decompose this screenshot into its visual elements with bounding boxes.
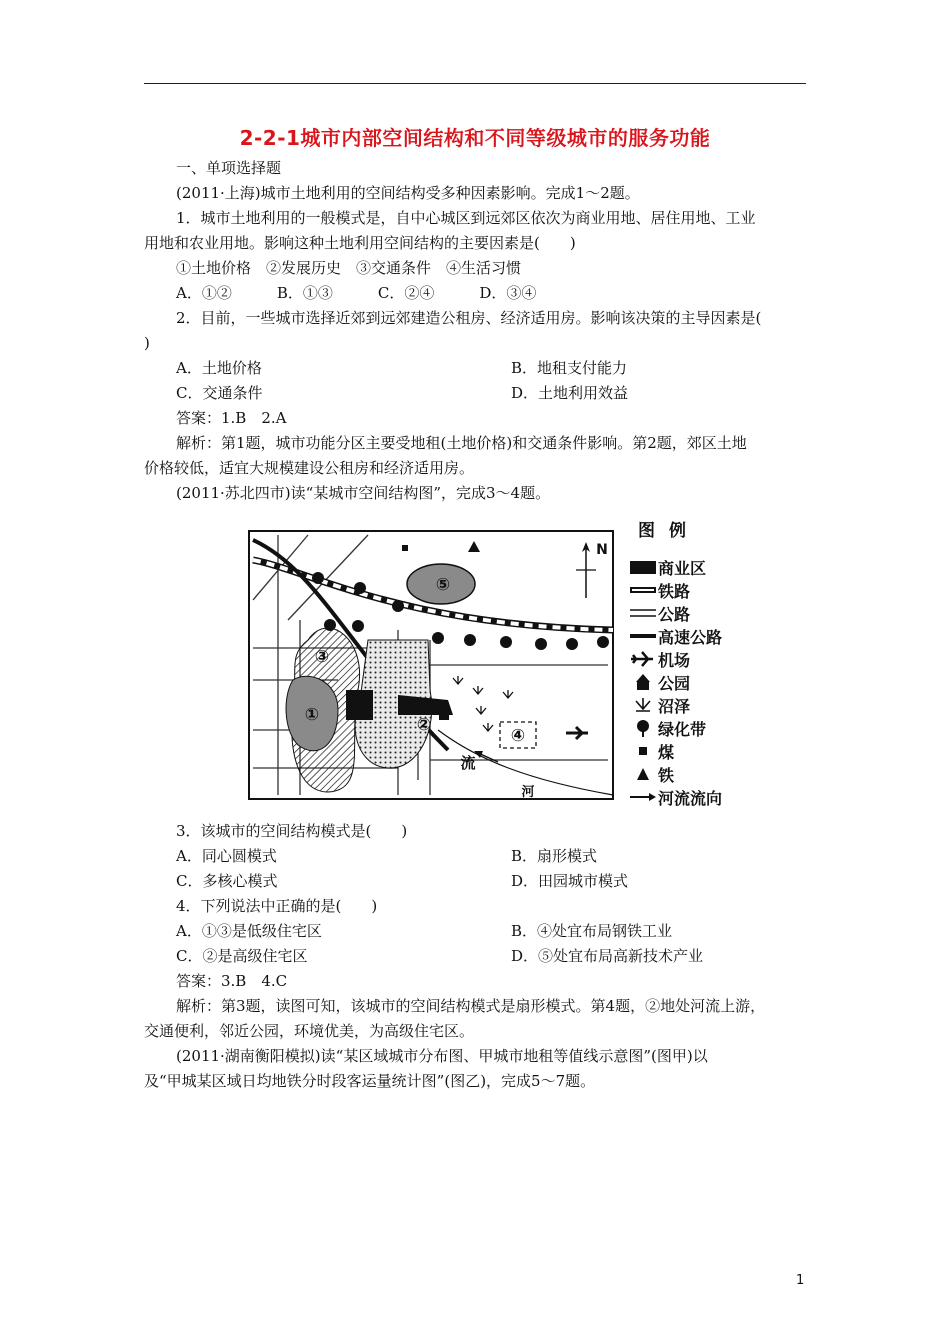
map-label-zone-3: ③ — [314, 647, 330, 667]
commercial-swatch-icon — [628, 557, 658, 577]
legend-highway — [628, 625, 722, 647]
legend-label: 公园 — [658, 673, 691, 693]
legend-label: 商业区 — [658, 558, 707, 578]
question-3-option-d: D．田园城市模式 — [511, 872, 629, 890]
arrow-icon — [628, 787, 658, 807]
railway-icon — [628, 580, 658, 600]
legend-label: 沼泽 — [658, 696, 691, 716]
legend-river-flow — [628, 786, 722, 808]
legend-label: 高速公路 — [658, 627, 723, 647]
question-1-line2: 用地和农业用地。影响这种土地利用空间结构的主要因素是( ) — [144, 234, 576, 252]
legend-park — [628, 671, 690, 693]
map-label-zone-4: ④ — [510, 726, 526, 746]
marsh-icon — [628, 695, 658, 715]
header-rule — [144, 83, 806, 84]
legend-label: 铁 — [658, 765, 675, 785]
explanation-1-2-line2: 价格较低，适宜大规模建设公租房和经济适用房。 — [144, 459, 475, 477]
intro-3-4: (2011·苏北四市)读“某城市空间结构图”，完成3～4题。 — [176, 484, 551, 502]
question-2-option-c: C．交通条件 — [176, 384, 263, 402]
map-label-zone-2: ② — [416, 715, 432, 735]
question-4-option-a: A．①③是低级住宅区 — [176, 922, 322, 940]
answer-3-4: 答案：3.B 4.C — [176, 972, 288, 990]
intro-1-2: (2011·上海)城市土地利用的空间结构受多种因素影响。完成1～2题。 — [176, 184, 640, 202]
map-label-river-2: 河 — [521, 785, 535, 800]
explanation-1-2-line1: 解析：第1题，城市功能分区主要受地租(土地价格)和交通条件影响。第2题，郊区土地 — [176, 434, 747, 452]
legend-title: 图例 — [638, 521, 700, 541]
highway-icon — [628, 626, 658, 646]
legend-marsh — [628, 694, 690, 716]
legend-label: 公路 — [658, 604, 691, 624]
question-2-line1: 2．目前，一些城市选择近郊到远郊建造公租房、经济适用房。影响该决策的主导因素是( — [176, 309, 762, 327]
map-label-zone-1: ① — [304, 705, 320, 725]
question-3-option-c: C．多核心模式 — [176, 872, 278, 890]
iron-icon — [628, 764, 658, 784]
legend-label: 河流流向 — [658, 788, 723, 808]
question-1-factors: ①土地价格 ②发展历史 ③交通条件 ④生活习惯 — [176, 259, 522, 277]
airplane-icon — [628, 649, 658, 669]
map-label-north: N — [596, 542, 608, 558]
map-legend — [628, 516, 758, 806]
question-4: 4．下列说法中正确的是( ) — [176, 897, 378, 915]
legend-label: 铁路 — [658, 581, 691, 601]
section-heading: 一、单项选择题 — [176, 159, 282, 177]
intro-5-7-line2: 及“甲城某区域日均地铁分时段客运量统计图”(图乙)，完成5～7题。 — [144, 1072, 596, 1090]
page-number: 1 — [796, 1273, 805, 1288]
map-label-river-1: 流 — [460, 754, 476, 772]
map-label-zone-5: ⑤ — [435, 575, 451, 595]
legend-label: 煤 — [658, 742, 675, 762]
legend-railway — [628, 579, 690, 601]
legend-label: 绿化带 — [658, 719, 707, 739]
page-title: 2-2-1城市内部空间结构和不同等级城市的服务功能 — [239, 126, 711, 150]
question-1-options: A．①② B．①③ C．②④ D．③④ — [176, 284, 537, 302]
question-1-line1: 1．城市土地利用的一般模式是，自中心城区到远郊区依次为商业用地、居住用地、工业 — [176, 209, 756, 227]
legend-road — [628, 602, 690, 624]
question-4-option-d: D．⑤处宜布局高新技术产业 — [511, 947, 704, 965]
park-icon — [628, 672, 658, 692]
legend-greenbelt — [628, 717, 706, 739]
legend-airport — [628, 648, 690, 670]
question-2-line2: ) — [144, 334, 150, 352]
legend-coal — [628, 740, 674, 762]
question-3-option-b: B．扇形模式 — [511, 847, 598, 865]
question-2-option-b: B．地租支付能力 — [511, 359, 628, 377]
explanation-3-4-line2: 交通便利，邻近公园，环境优美，为高级住宅区。 — [144, 1022, 475, 1040]
explanation-3-4-line1: 解析：第3题，读图可知，该城市的空间结构模式是扇形模式。第4题，②地处河流上游， — [176, 997, 766, 1015]
question-2-option-a: A．土地价格 — [176, 359, 262, 377]
road-icon — [628, 603, 658, 623]
legend-label: 机场 — [658, 650, 691, 670]
question-2-option-d: D．土地利用效益 — [511, 384, 629, 402]
legend-iron — [628, 763, 674, 785]
coal-icon — [628, 741, 658, 761]
question-3-option-a: A．同心圆模式 — [176, 847, 277, 865]
question-3: 3．该城市的空间结构模式是( ) — [176, 822, 408, 840]
question-4-option-b: B．④处宜布局钢铁工业 — [511, 922, 673, 940]
answer-1-2: 答案：1.B 2.A — [176, 409, 287, 427]
legend-commercial — [628, 556, 706, 578]
question-4-option-c: C．②是高级住宅区 — [176, 947, 308, 965]
tree-icon — [628, 718, 658, 738]
city-structure-map — [248, 530, 614, 800]
intro-5-7-line1: (2011·湖南衡阳模拟)读“某区域城市分布图、甲城市地租等值线示意图”(图甲)以 — [176, 1047, 708, 1065]
